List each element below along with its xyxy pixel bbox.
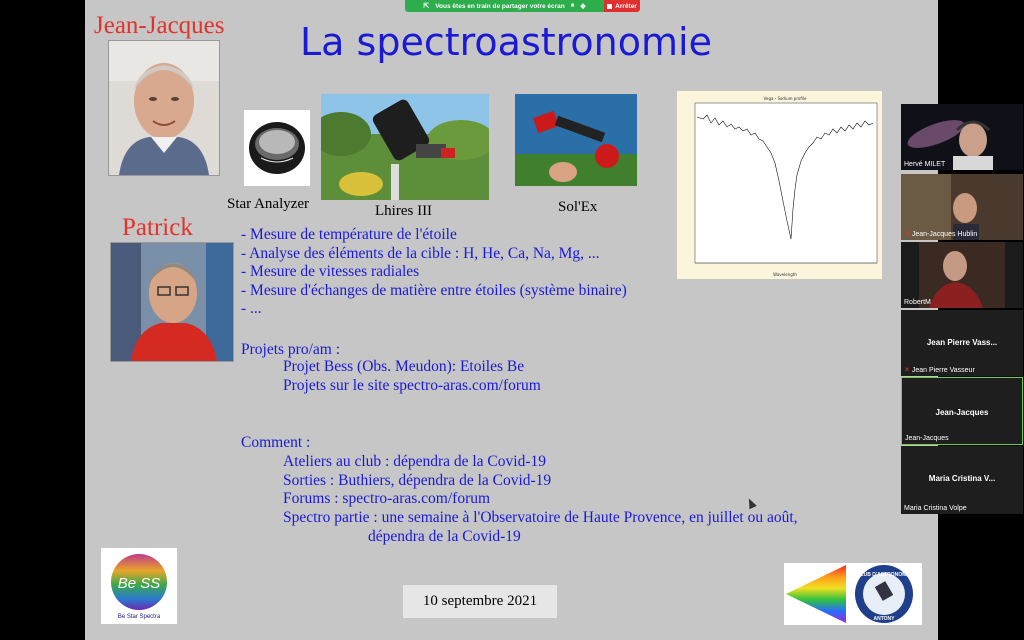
participant-name: Maria Cristina Volpe <box>904 505 967 512</box>
image-star-analyzer <box>244 110 310 186</box>
pause-icon[interactable]: ⏸ <box>570 2 575 9</box>
slide-title: La spectroastronomie <box>300 20 712 64</box>
presenter-name-patrick: Patrick <box>122 214 193 241</box>
photo-jean-jacques <box>108 40 220 176</box>
comment-item: Forums : spectro-aras.com/forum <box>283 490 491 507</box>
image-solex <box>515 94 637 186</box>
share-screen-icon: ⇱ <box>423 3 430 10</box>
svg-text:Wavelength: Wavelength <box>773 272 797 277</box>
participant-name: RobertM <box>904 299 931 306</box>
svg-text:Vega - Sodium profile: Vega - Sodium profile <box>763 96 807 101</box>
stop-share-label: Arrêter <box>615 2 637 10</box>
participant-name-text: Jean Pierre Vasseur <box>911 367 975 374</box>
participant-display-name: Maria Cristina V... <box>928 474 996 483</box>
participant-name <box>904 366 975 374</box>
presentation-slide <box>85 0 938 640</box>
bullet-item: - Mesure d'échanges de matière entre étoiles (système binaire) <box>241 281 627 299</box>
caption-star-analyzer: Star Analyzer <box>227 196 310 212</box>
participant-tile-active[interactable] <box>901 377 1023 445</box>
projects-heading: Projets pro/am : <box>241 341 341 358</box>
bullet-item: - ... <box>241 300 262 317</box>
project-item: Projet Bess (Obs. Meudon): Etoiles Be <box>283 358 525 375</box>
photo-patrick <box>110 242 234 362</box>
participant-name: Hervé MILET <box>904 161 946 168</box>
club-logo-text: CLUB D'ASTRONOMIE <box>857 572 911 578</box>
stop-icon <box>607 4 612 9</box>
participant-tile[interactable] <box>901 446 1023 514</box>
share-message: Vous êtes en train de partager votre écran <box>435 2 565 10</box>
caption-lhires: Lhires III <box>375 203 433 219</box>
participant-name-text: Jean-Jacques Hublin <box>911 231 978 238</box>
comment-item: Spectro partie : une semaine à l'Observatoire de Haute Provence, en juillet ou août, <box>283 508 798 526</box>
slide-date: 10 septembre 2021 <box>403 585 557 618</box>
shield-icon: ◈ <box>580 3 586 10</box>
bullet-item: - Analyse des éléments de la cible : H, He, Ca, Na, Mg, ... <box>241 244 600 262</box>
bullet-item: - Mesure de température de l'étoile <box>241 226 457 243</box>
participant-tile[interactable] <box>901 310 1023 376</box>
muted-mic-icon: ✕ <box>904 367 910 374</box>
comment-list <box>283 453 798 527</box>
bullet-item: - Mesure de vitesses radiales <box>241 263 420 280</box>
share-status[interactable] <box>405 0 604 12</box>
presenter-name-jean-jacques: Jean-Jacques <box>94 12 225 39</box>
club-logo-bottom: ANTONY <box>873 616 895 622</box>
comment-item: Ateliers au club : dépendra de la Covid-19 <box>283 453 546 470</box>
screen-share-bar <box>405 0 640 12</box>
participant-tile[interactable] <box>901 242 1023 308</box>
image-lhires-telescope <box>321 94 489 200</box>
participant-tile[interactable] <box>901 174 1023 240</box>
participant-display-name: Jean Pierre Vass... <box>926 338 998 347</box>
club-logo <box>784 563 922 625</box>
comment-heading: Comment : <box>241 434 311 451</box>
stop-share-button[interactable] <box>604 0 640 12</box>
participant-display-name: Jean-Jacques <box>935 408 989 417</box>
image-spectrum-plot <box>677 91 882 279</box>
comment-item: Sorties : Buthiers, dépendra de la Covid-19 <box>283 471 552 489</box>
project-item: Projets sur le site spectro-aras.com/forum <box>283 376 541 394</box>
bess-logo-text: Be SS <box>117 575 161 592</box>
comment-continuation: dépendra de la Covid-19 <box>368 528 521 545</box>
muted-mic-icon: ✕ <box>904 231 910 238</box>
caption-solex: Sol'Ex <box>558 199 598 215</box>
participant-name: Jean-Jacques <box>905 435 949 442</box>
participant-name <box>904 230 977 238</box>
bess-logo <box>101 548 177 624</box>
projects-list <box>283 358 541 395</box>
bess-logo-subtitle: Be Star Spectra <box>117 614 161 620</box>
bullet-list <box>241 226 627 319</box>
participant-tile[interactable] <box>901 104 1023 170</box>
